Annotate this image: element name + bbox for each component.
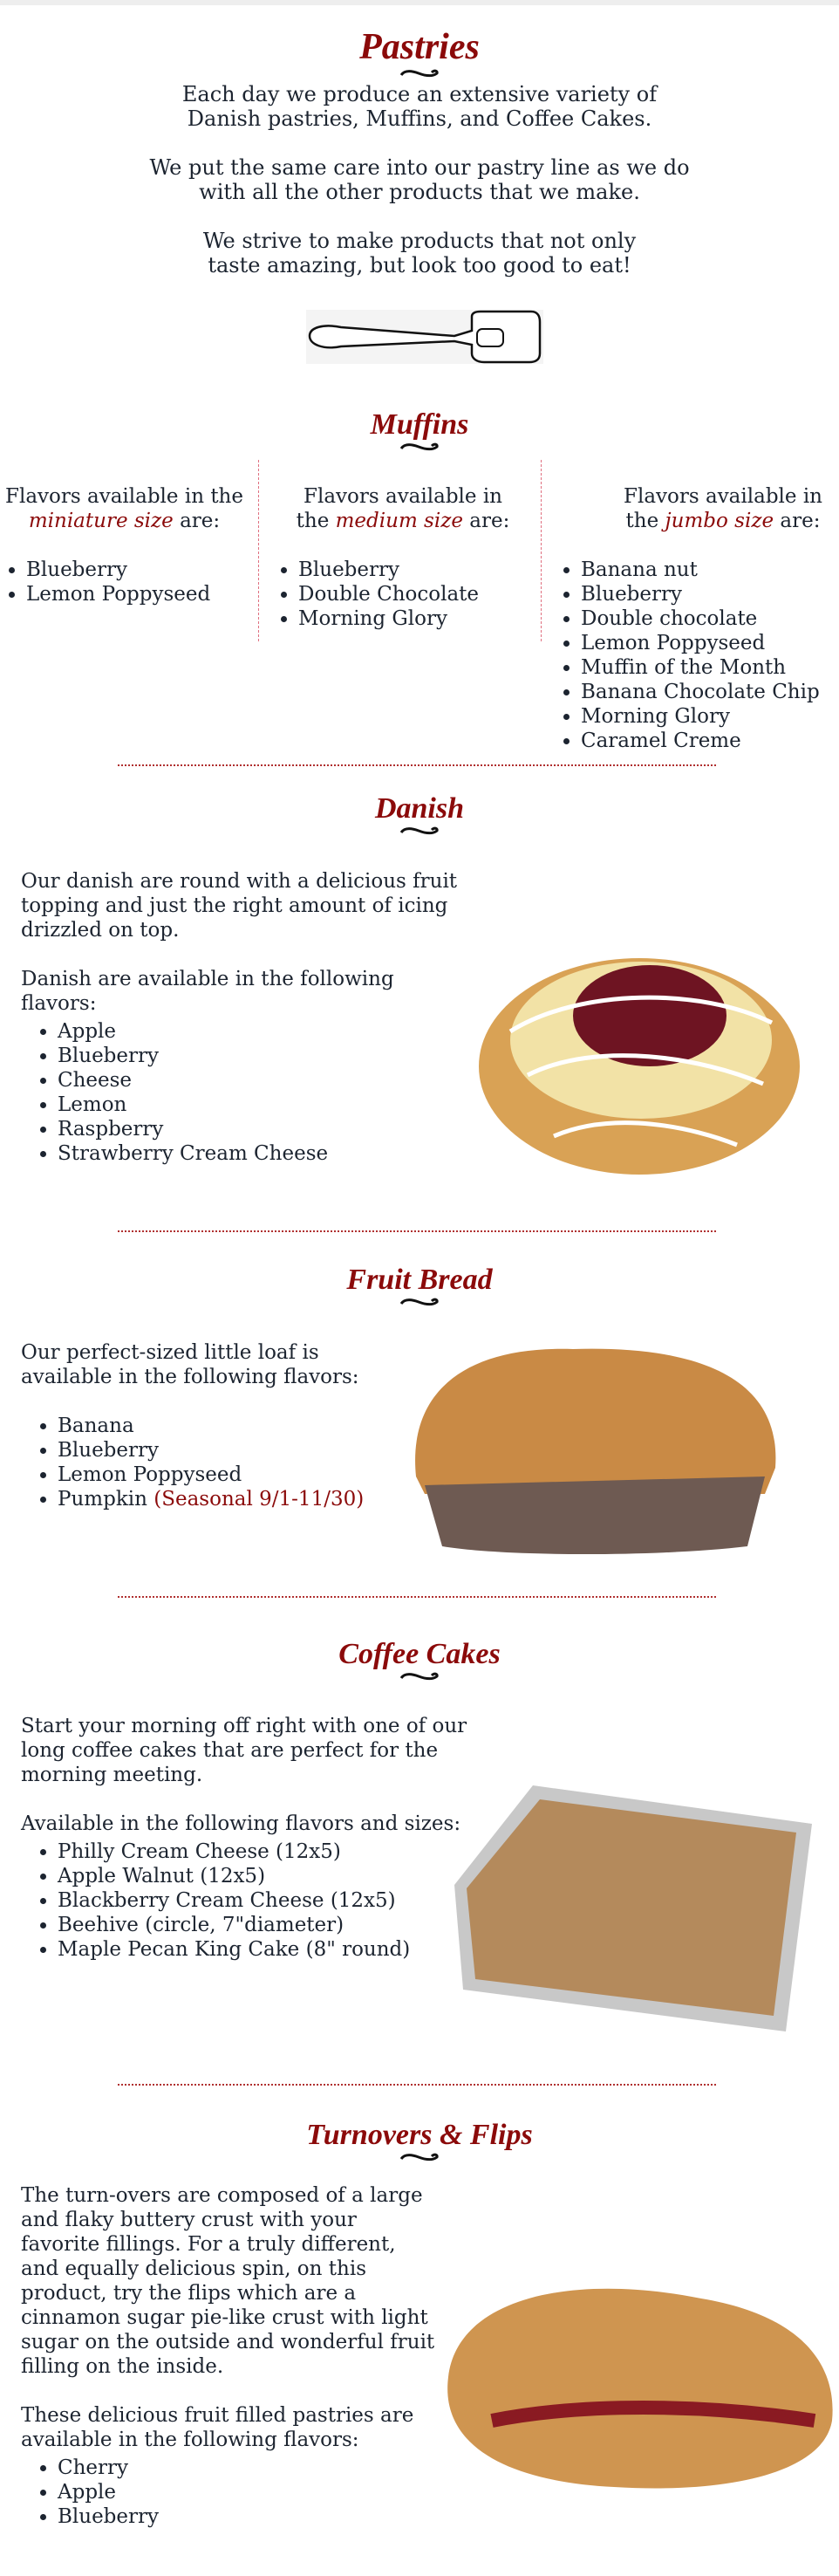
intro-paragraph: We put the same care into our pastry line as we do with all the other products that we make. xyxy=(149,155,690,204)
list-item: • Morning Glory xyxy=(298,606,534,631)
list-item: • Caramel Creme xyxy=(581,729,839,753)
size-label: medium size xyxy=(335,510,463,532)
muffin-column-medium xyxy=(272,484,534,631)
turnovers-description: The turn-overs are composed of a large and flaky buttery crust with your favorite fillings. For a truly different, and equally delicious spin, on this product, try the flips which are a cinnamon sugar pie-like crust with light sugar on the outside and wonderful fruit filling on the inside. xyxy=(21,2184,435,2378)
column-heading xyxy=(0,484,249,533)
list-item: • Lemon Poppyseed xyxy=(58,1463,387,1487)
flourish-icon xyxy=(399,68,440,79)
flourish-icon xyxy=(399,1297,440,1307)
danish-photo xyxy=(475,935,803,1182)
column-divider xyxy=(541,460,542,641)
text: are: xyxy=(462,510,510,532)
turnover-photo xyxy=(440,2272,837,2494)
size-label: miniature size xyxy=(28,510,174,532)
seasonal-note: (Seasonal 9/1-11/30) xyxy=(153,1488,365,1511)
list-item: • Blueberry xyxy=(26,558,249,582)
section-divider xyxy=(118,764,716,766)
list-item: • Banana nut xyxy=(581,558,839,582)
list-item: • Cherry xyxy=(58,2456,440,2480)
text: Flavors available in the xyxy=(624,485,822,532)
list-item: • Blueberry xyxy=(298,558,534,582)
spatula-illustration xyxy=(306,310,543,364)
turnovers-text xyxy=(21,2183,440,2529)
coffee-cakes-flavors-intro: Available in the following flavors and sizes: xyxy=(21,1812,461,1835)
list-item: • Lemon Poppyseed xyxy=(581,631,839,655)
list-item: • Maple Pecan King Cake (8" round) xyxy=(58,1937,492,1962)
list-item: • Raspberry xyxy=(58,1117,466,1141)
list-item: • Philly Cream Cheese (12x5) xyxy=(58,1840,492,1864)
danish-flavors-intro: Danish are available in the following flavors: xyxy=(21,968,394,1015)
fruit-bread-text xyxy=(21,1340,387,1511)
list-item: • Apple Walnut (12x5) xyxy=(58,1864,492,1888)
intro-paragraph: We strive to make products that not only taste amazing, but look too good to eat! xyxy=(202,229,637,277)
intro-paragraph: Each day we produce an extensive variety of Danish pastries, Muffins, and Coffee Cakes. xyxy=(181,82,658,131)
column-heading xyxy=(272,484,534,533)
text: are: xyxy=(173,510,221,532)
text: Coffee Cakes xyxy=(338,1638,501,1670)
list-item: • Muffin of the Month xyxy=(581,655,839,680)
column-divider xyxy=(258,460,259,641)
fruit-bread-title xyxy=(0,1264,839,1307)
muffins-title xyxy=(0,408,839,452)
danish-text xyxy=(21,869,466,1166)
turnovers-flavors-intro: These delicious fruit filled pastries are available in the following flavors: xyxy=(21,2404,414,2451)
section-divider xyxy=(118,2084,716,2086)
flourish-icon xyxy=(399,1671,440,1682)
muffin-column-jumbo xyxy=(555,484,839,753)
danish-title xyxy=(0,792,839,836)
text: Turnovers & Flips xyxy=(306,2119,533,2151)
danish-description: Our danish are round with a delicious fruit topping and just the right amount of icing drizzled on top. xyxy=(21,870,458,942)
list-item: • Blueberry xyxy=(581,582,839,606)
list-item: • Banana Chocolate Chip xyxy=(581,680,839,704)
text: Flavors available in the xyxy=(5,485,243,508)
list-item xyxy=(58,1487,387,1511)
flourish-icon xyxy=(399,442,440,452)
list-item: • Lemon Poppyseed xyxy=(26,582,249,606)
fruit-bread-photo xyxy=(399,1337,784,1559)
section-divider xyxy=(118,1230,716,1232)
top-bar xyxy=(0,0,839,5)
list-item: • Blueberry xyxy=(58,1438,387,1463)
list-item: • Beehive (circle, 7"diameter) xyxy=(58,1913,492,1937)
list-item: • Blackberry Cream Cheese (12x5) xyxy=(58,1888,492,1913)
list-item: • Strawberry Cream Cheese xyxy=(58,1141,466,1166)
list-item: • Double Chocolate xyxy=(298,582,534,606)
list-item: • Lemon xyxy=(58,1093,466,1117)
section-divider xyxy=(118,1596,716,1598)
text: Danish xyxy=(374,792,465,825)
list-item: • Apple xyxy=(58,1019,466,1044)
list-item: • Blueberry xyxy=(58,2504,440,2529)
coffee-cakes-text xyxy=(21,1714,492,1962)
muffins-title-text: Muffins xyxy=(370,408,469,441)
muffin-column-miniature xyxy=(0,484,249,606)
pastries-intro xyxy=(0,82,839,302)
list-item: • Apple xyxy=(58,2480,440,2504)
list-item: • Blueberry xyxy=(58,1044,466,1068)
text: are: xyxy=(774,510,821,532)
size-label: jumbo size xyxy=(665,510,774,532)
coffee-cakes-description: Start your morning off right with one of our long coffee cakes that are perfect for the morning meeting. xyxy=(21,1715,467,1786)
list-item: • Double chocolate xyxy=(581,606,839,631)
list-item: • Cheese xyxy=(58,1068,466,1093)
text: Pumpkin xyxy=(58,1488,147,1511)
text: Fruit Bread xyxy=(346,1264,493,1296)
list-item: • Morning Glory xyxy=(581,704,839,729)
pastries-title-text: Pastries xyxy=(359,27,480,67)
list-item: • Banana xyxy=(58,1414,387,1438)
column-heading xyxy=(555,484,839,533)
flourish-icon xyxy=(399,826,440,836)
coffee-cake-photo xyxy=(446,1780,816,2034)
turnovers-title xyxy=(0,2119,839,2162)
text: Flavors available in the xyxy=(296,485,502,532)
pastries-title xyxy=(0,26,839,79)
coffee-cakes-title xyxy=(0,1638,839,1682)
fruit-bread-description: Our perfect-sized little loaf is available in the following flavors: xyxy=(21,1341,359,1388)
flourish-icon xyxy=(399,2152,440,2162)
